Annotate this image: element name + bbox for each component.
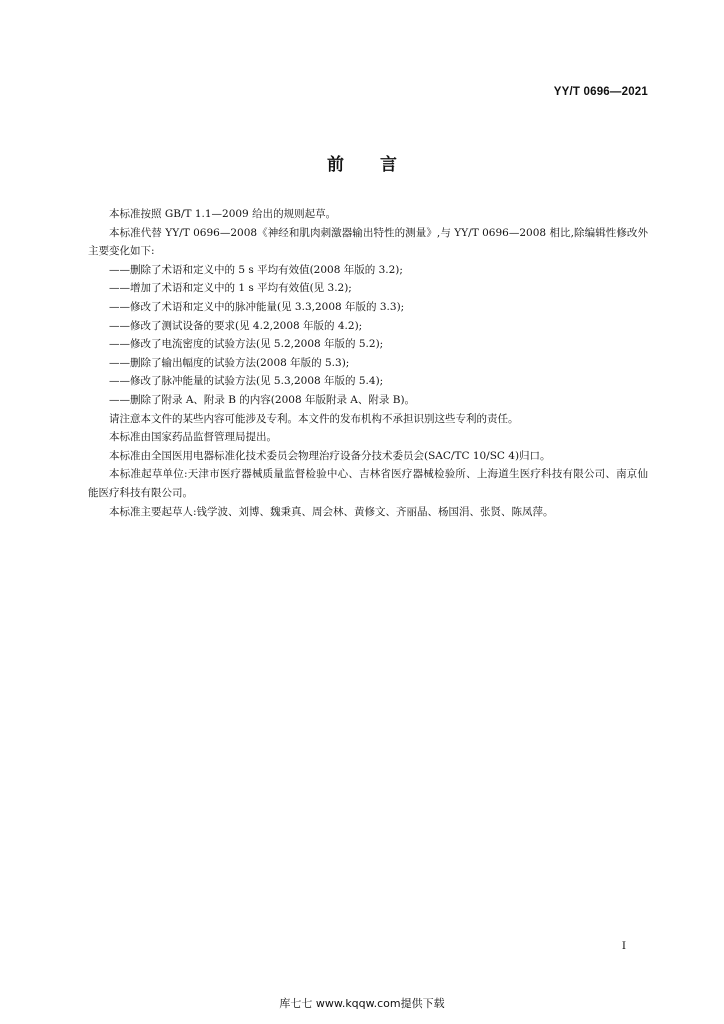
list-item: ——删除了术语和定义中的 5 s 平均有效值(2008 年版的 3.2); xyxy=(109,263,403,276)
paragraph-replacement-note: 本标准代替 YY/T 0696—2008《神经和肌肉刺激器输出特性的测量》,与 YY/T 0696—2008 相比,除编辑性修改外主要变化如下: xyxy=(88,226,648,258)
standard-code: YY/T 0696—2021 xyxy=(553,86,648,98)
page-title: 前言 xyxy=(327,155,433,175)
paragraph-drafting-rules: 本标准按照 GB/T 1.1—2009 给出的规则起草。 xyxy=(109,208,337,220)
list-item: ——删除了附录 A、附录 B 的内容(2008 年版附录 A、附录 B)。 xyxy=(109,393,416,406)
page-number: I xyxy=(621,940,626,952)
list-item: ——增加了术语和定义中的 1 s 平均有效值(见 3.2); xyxy=(109,282,352,295)
changes-list xyxy=(88,261,648,410)
paragraph-patent-notice: 请注意本文件的某些内容可能涉及专利。本文件的发布机构不承担识别这些专利的责任。 xyxy=(109,412,519,425)
list-item: ——删除了输出幅度的试验方法(2008 年版的 5.3); xyxy=(109,356,350,369)
list-item: ——修改了脉冲能量的试验方法(见 5.3,2008 年版的 5.4); xyxy=(109,375,384,388)
paragraph-drafting-units: 本标准起草单位:天津市医疗器械质量监督检验中心、吉林省医疗器械检验所、上海道生医疗科技有限公司、南京仙能医疗科技有限公司。 xyxy=(88,468,648,499)
list-item: ——修改了电流密度的试验方法(见 5.2,2008 年版的 5.2); xyxy=(109,338,384,351)
paragraph-drafters: 本标准主要起草人:钱学波、刘博、魏秉真、周会林、黄修文、齐丽晶、杨国涓、张贤、陈凤萍。 xyxy=(109,505,554,518)
list-item: ——修改了术语和定义中的脉冲能量(见 3.3,2008 年版的 3.3); xyxy=(109,300,405,313)
document-body xyxy=(88,205,648,521)
list-item: ——修改了测试设备的要求(见 4.2,2008 年版的 4.2); xyxy=(109,319,363,332)
paragraph-committee: 本标准由全国医用电器标准化技术委员会物理治疗设备分技术委员会(SAC/TC 10/SC 4)归口。 xyxy=(109,449,551,462)
paragraph-proposer: 本标准由国家药品监督管理局提出。 xyxy=(109,431,277,444)
download-source-footer: 库七七 www.kqqw.com提供下载 xyxy=(279,997,445,1010)
